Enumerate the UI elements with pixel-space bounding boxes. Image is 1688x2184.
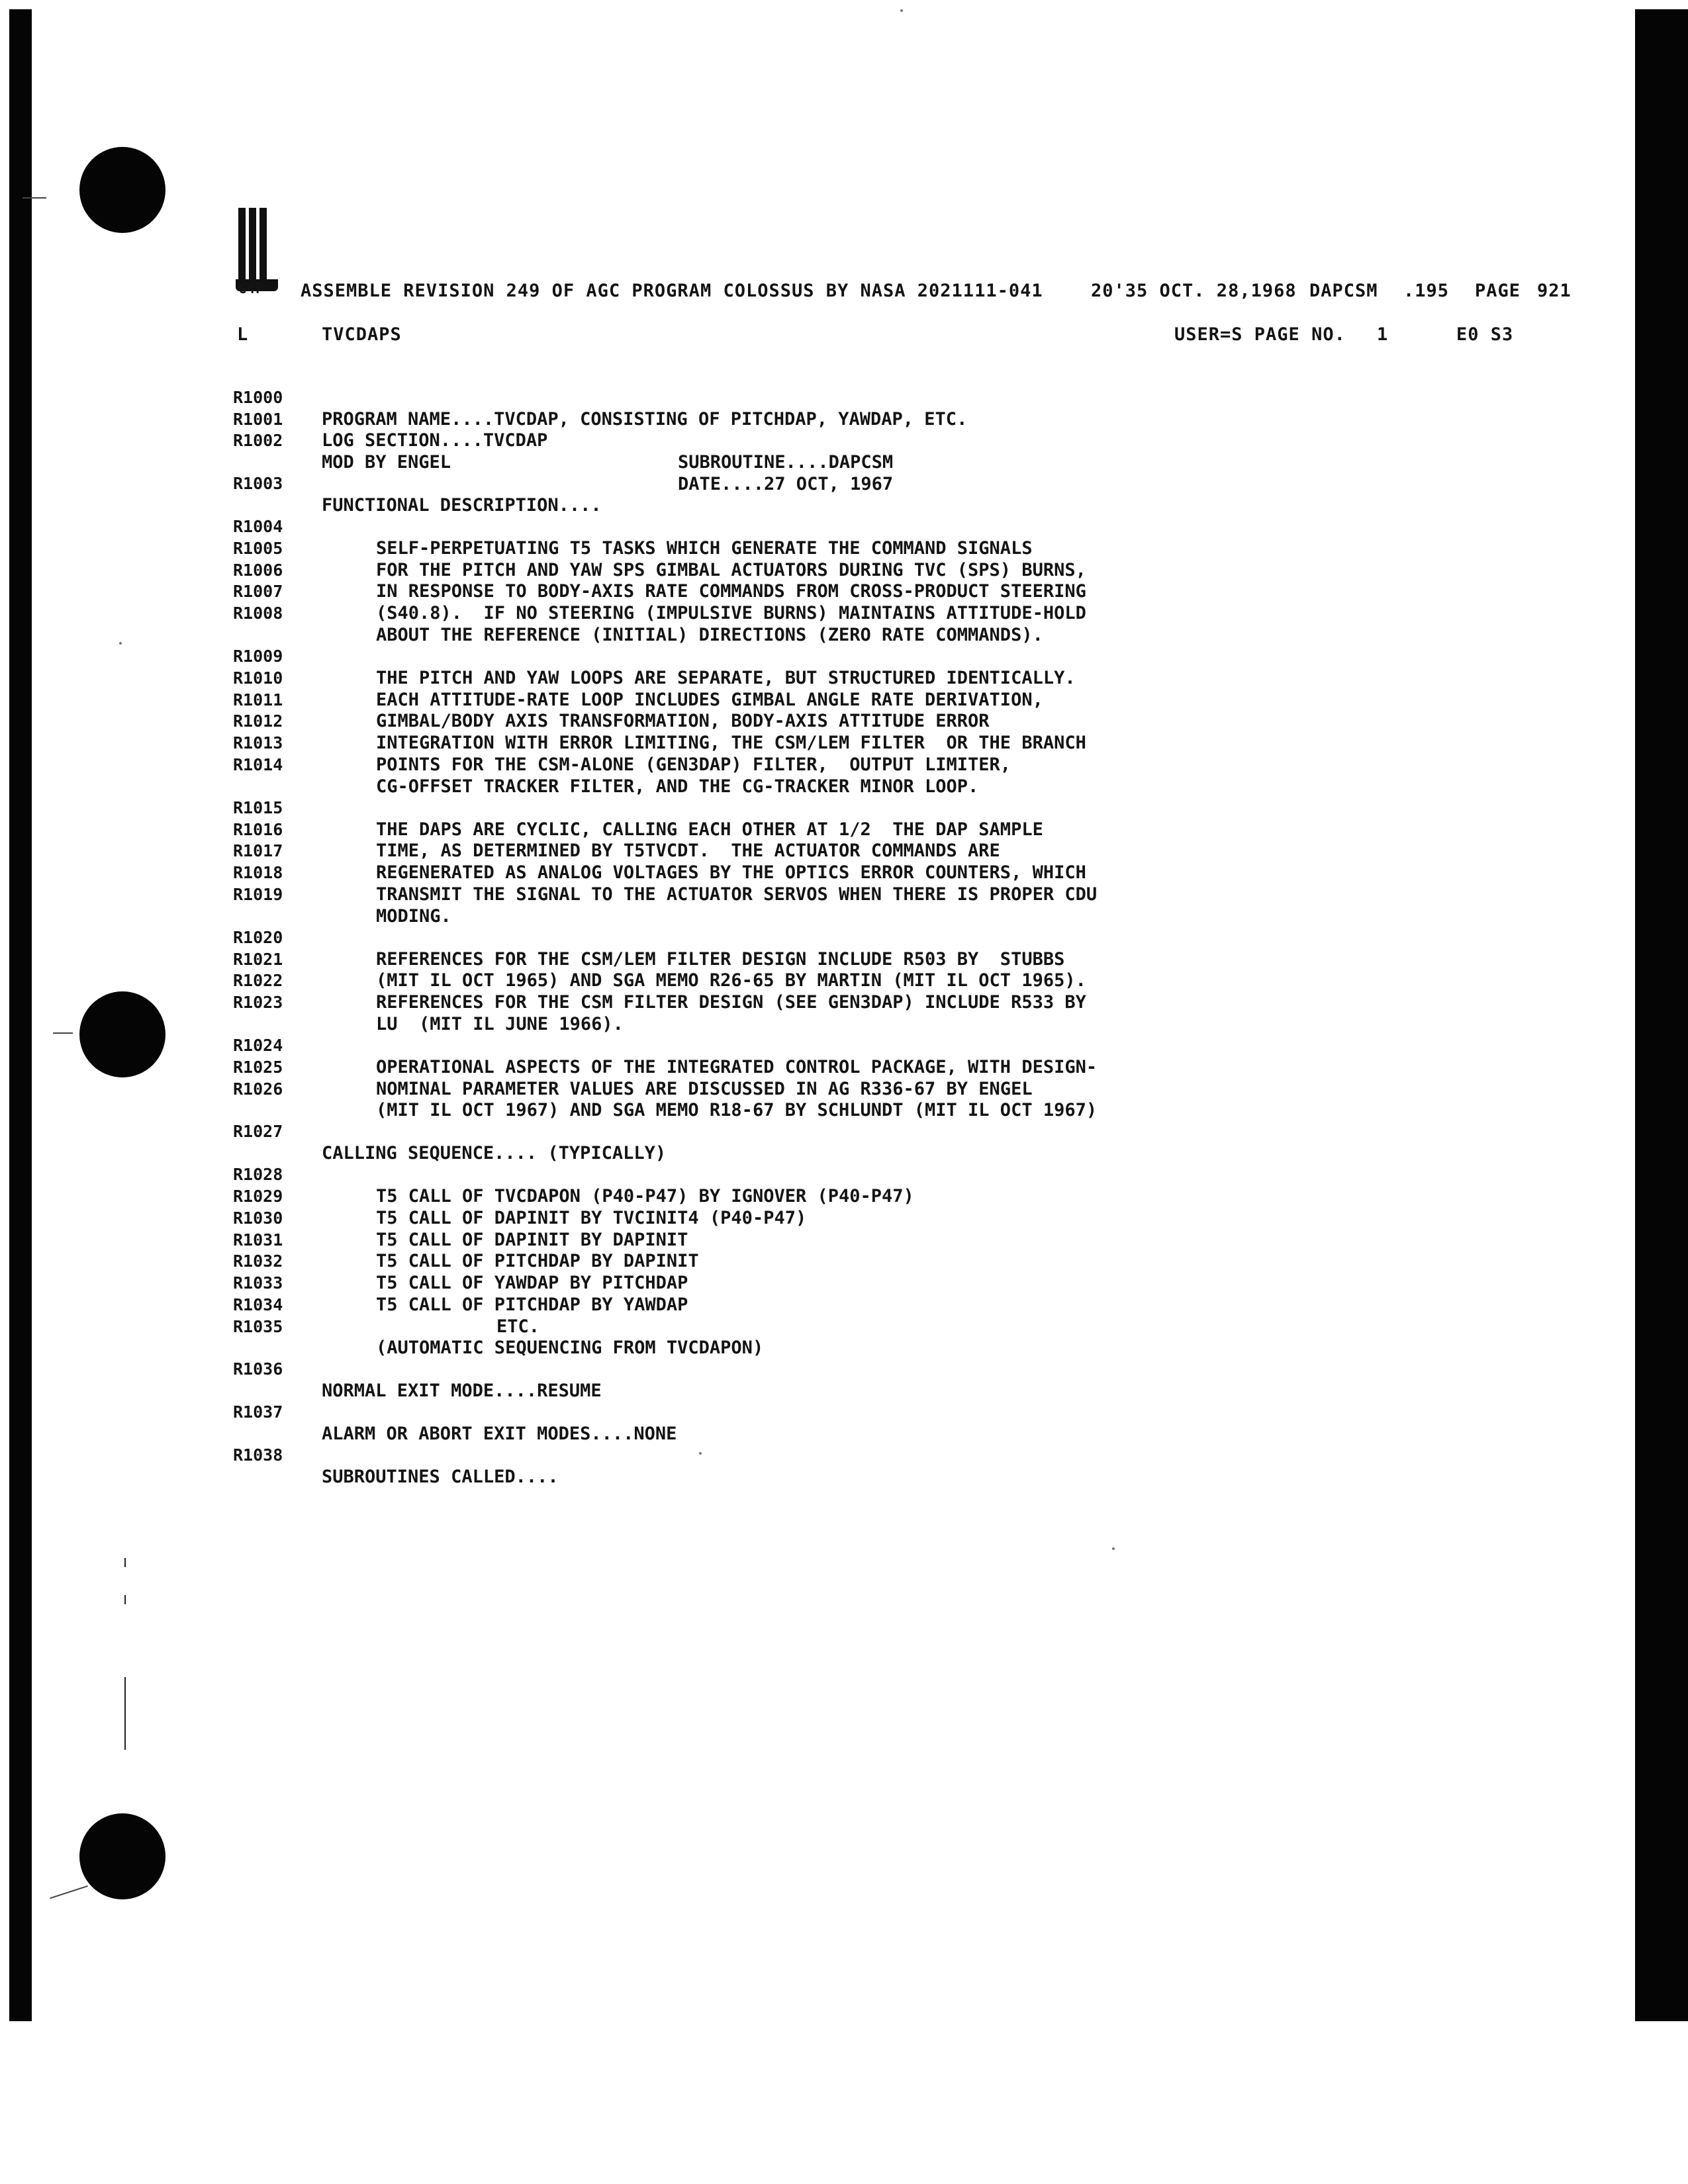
program-listing (0, 365, 1589, 1487)
user-page-number: 1 (1377, 324, 1389, 345)
line-text: GIMBAL/BODY AXIS TRANSFORMATION, BODY-AXIS ATTITUDE ERROR (376, 711, 990, 732)
hole-smudge-bottom (50, 1886, 88, 1899)
line-number: R1011 (233, 690, 283, 709)
line-number: R1036 (233, 1359, 283, 1379)
scan-speck (1112, 1547, 1115, 1550)
margin-mark (124, 1677, 126, 1750)
line-number: R1003 (233, 474, 283, 494)
line-text: ETC. (496, 1316, 540, 1337)
line-text: POINTS FOR THE CSM-ALONE (GEN3DAP) FILTER, OUTPUT LIMITER, (376, 754, 1011, 775)
line-text: OPERATIONAL ASPECTS OF THE INTEGRATED CONTROL PACKAGE, WITH DESIGN- (376, 1056, 1098, 1077)
punch-hole-top (79, 147, 165, 233)
line-number: R1007 (233, 582, 283, 602)
line-number: R1031 (233, 1230, 283, 1250)
line-text: REGENERATED AS ANALOG VOLTAGES BY THE OPTICS ERROR COUNTERS, WHICH (376, 862, 1086, 884)
tag-label: G4P (238, 281, 265, 296)
line-text: ABOUT THE REFERENCE (INITIAL) DIRECTIONS (ZERO RATE COMMANDS). (376, 624, 1043, 645)
line-number: R1015 (233, 797, 283, 817)
line-number: R1026 (233, 1079, 283, 1099)
line-text: SELF-PERPETUATING T5 TASKS WHICH GENERATE THE COMMAND SIGNALS (376, 537, 1033, 559)
line-text: (S40.8). IF NO STEERING (IMPULSIVE BURNS) MAINTAINS ATTITUDE-HOLD (376, 603, 1086, 624)
line-text-col2: DATE....27 OCT, 1967 (678, 473, 894, 494)
line-number: R1025 (233, 1057, 283, 1077)
margin-mark (124, 1595, 126, 1604)
section-name: TVCDAPS (322, 324, 402, 345)
assemble-title: ASSEMBLE REVISION 249 OF AGC PROGRAM COLOSSUS BY NASA 2021111-041 (301, 281, 1043, 301)
line-text: THE DAPS ARE CYCLIC, CALLING EACH OTHER AT 1/2 THE DAP SAMPLE (376, 819, 1043, 840)
line-text-col2: SUBROUTINE....DAPCSM (678, 452, 894, 473)
page-number: 921 (1537, 281, 1571, 301)
user-page-label: USER=S PAGE NO. (1174, 324, 1346, 345)
line-text: FUNCTIONAL DESCRIPTION.... (322, 494, 602, 516)
listing-line (0, 1423, 1589, 1487)
line-text: T5 CALL OF YAWDAP BY PITCHDAP (376, 1273, 688, 1294)
line-number: R1008 (233, 604, 283, 623)
line-number: R1000 (233, 387, 283, 407)
line-text: CG-OFFSET TRACKER FILTER, AND THE CG-TRACKER MINOR LOOP. (376, 776, 979, 797)
line-text: THE PITCH AND YAW LOOPS ARE SEPARATE, BUT STRUCTURED IDENTICALLY. (376, 667, 1076, 688)
listing-line (0, 1100, 1589, 1164)
line-text: LOG SECTION....TVCDAP (322, 430, 548, 451)
line-number: R1019 (233, 884, 283, 904)
line-number: R1028 (233, 1165, 283, 1185)
line-number: R1027 (233, 1122, 283, 1142)
line-text: EACH ATTITUDE-RATE LOOP INCLUDES GIMBAL ANGLE RATE DERIVATION, (376, 689, 1043, 710)
scan-speck (699, 1452, 702, 1455)
line-number: R1029 (233, 1186, 283, 1206)
revision-code: E0 S3 (1456, 324, 1514, 345)
line-number: R1022 (233, 971, 283, 991)
margin-mark (124, 1558, 126, 1567)
line-number: R1032 (233, 1251, 283, 1271)
line-number: R1005 (233, 538, 283, 558)
line-text: T5 CALL OF PITCHDAP BY DAPINIT (376, 1251, 699, 1272)
listing-line (0, 1380, 1589, 1445)
line-number: R1009 (233, 646, 283, 666)
line-number: R1033 (233, 1273, 283, 1293)
line-number: R1010 (233, 668, 283, 688)
line-text: CALLING SEQUENCE.... (TYPICALLY) (322, 1143, 667, 1164)
line-text: REFERENCES FOR THE CSM FILTER DESIGN (SEE GEN3DAP) INCLUDE R533 BY (376, 992, 1086, 1013)
line-number: R1012 (233, 711, 283, 731)
line-text: T5 CALL OF PITCHDAP BY YAWDAP (376, 1294, 688, 1315)
scan-right-border (1635, 9, 1688, 2021)
binder-tab-icon (236, 208, 278, 291)
line-number: R1013 (233, 733, 283, 753)
line-text: MOD BY ENGEL (322, 452, 451, 473)
line-number: R1020 (233, 927, 283, 947)
line-number: R1038 (233, 1445, 283, 1465)
line-text: NOMINAL PARAMETER VALUES ARE DISCUSSED IN AG R336-67 BY ENGEL (376, 1078, 1033, 1099)
assembly-timestamp: 20'35 OCT. 28,1968 (1091, 281, 1297, 301)
line-text: ALARM OR ABORT EXIT MODES....NONE (322, 1424, 677, 1445)
line-number: R1037 (233, 1402, 283, 1422)
page-label: PAGE (1475, 281, 1521, 301)
line-text: NORMAL EXIT MODE....RESUME (322, 1381, 602, 1402)
punch-hole-bottom (79, 1813, 165, 1899)
module-name: DAPCSM (1309, 281, 1378, 301)
line-number: R1021 (233, 949, 283, 969)
line-text: T5 CALL OF TVCDAPON (P40-P47) BY IGNOVER (P40-P47) (376, 1185, 914, 1206)
line-text: (MIT IL OCT 1967) AND SGA MEMO R18-67 BY SCHLUNDT (MIT IL OCT 1967) (376, 1100, 1098, 1121)
line-number: R1030 (233, 1208, 283, 1228)
line-text: SUBROUTINES CALLED.... (322, 1466, 559, 1487)
line-number: R1035 (233, 1316, 283, 1336)
line-number: R1023 (233, 993, 283, 1013)
line-text: (MIT IL OCT 1965) AND SGA MEMO R26-65 BY MARTIN (MIT IL OCT 1965). (376, 970, 1086, 991)
line-text: (AUTOMATIC SEQUENCING FROM TVCDAPON) (376, 1338, 764, 1359)
line-text: MODING. (376, 905, 451, 927)
line-number: R1017 (233, 841, 283, 861)
line-number: R1034 (233, 1295, 283, 1314)
line-text: T5 CALL OF DAPINIT BY DAPINIT (376, 1229, 688, 1250)
hole-smudge-top (23, 197, 46, 199)
line-number: R1016 (233, 819, 283, 839)
line-number: R1002 (233, 431, 283, 451)
line-number: R1001 (233, 409, 283, 429)
line-number: R1006 (233, 560, 283, 580)
listing-line (0, 1338, 1589, 1402)
line-text: IN RESPONSE TO BODY-AXIS RATE COMMANDS FROM CROSS-PRODUCT STEERING (376, 581, 1086, 602)
line-number: R1014 (233, 754, 283, 774)
line-text: T5 CALL OF DAPINIT BY TVCINIT4 (P40-P47) (376, 1207, 807, 1228)
scan-speck (900, 9, 903, 12)
listing-type: L (237, 324, 249, 345)
line-text: TRANSMIT THE SIGNAL TO THE ACTUATOR SERVOS WHEN THERE IS PROPER CDU (376, 884, 1098, 905)
line-text: LU (MIT IL JUNE 1966). (376, 1013, 624, 1034)
line-text: INTEGRATION WITH ERROR LIMITING, THE CSM/LEM FILTER OR THE BRANCH (376, 733, 1086, 754)
line-text: TIME, AS DETERMINED BY T5TVCDT. THE ACTUATOR COMMANDS ARE (376, 841, 1000, 862)
line-text: PROGRAM NAME....TVCDAP, CONSISTING OF PITCHDAP, YAWDAP, ETC. (322, 408, 968, 430)
line-number: R1024 (233, 1035, 283, 1055)
sheet-number: .195 (1403, 281, 1450, 301)
line-text: FOR THE PITCH AND YAW SPS GIMBAL ACTUATORS DURING TVC (SPS) BURNS, (376, 559, 1086, 580)
line-text: REFERENCES FOR THE CSM/LEM FILTER DESIGN INCLUDE R503 BY STUBBS (376, 948, 1065, 970)
line-number: R1004 (233, 516, 283, 536)
line-number: R1018 (233, 863, 283, 883)
